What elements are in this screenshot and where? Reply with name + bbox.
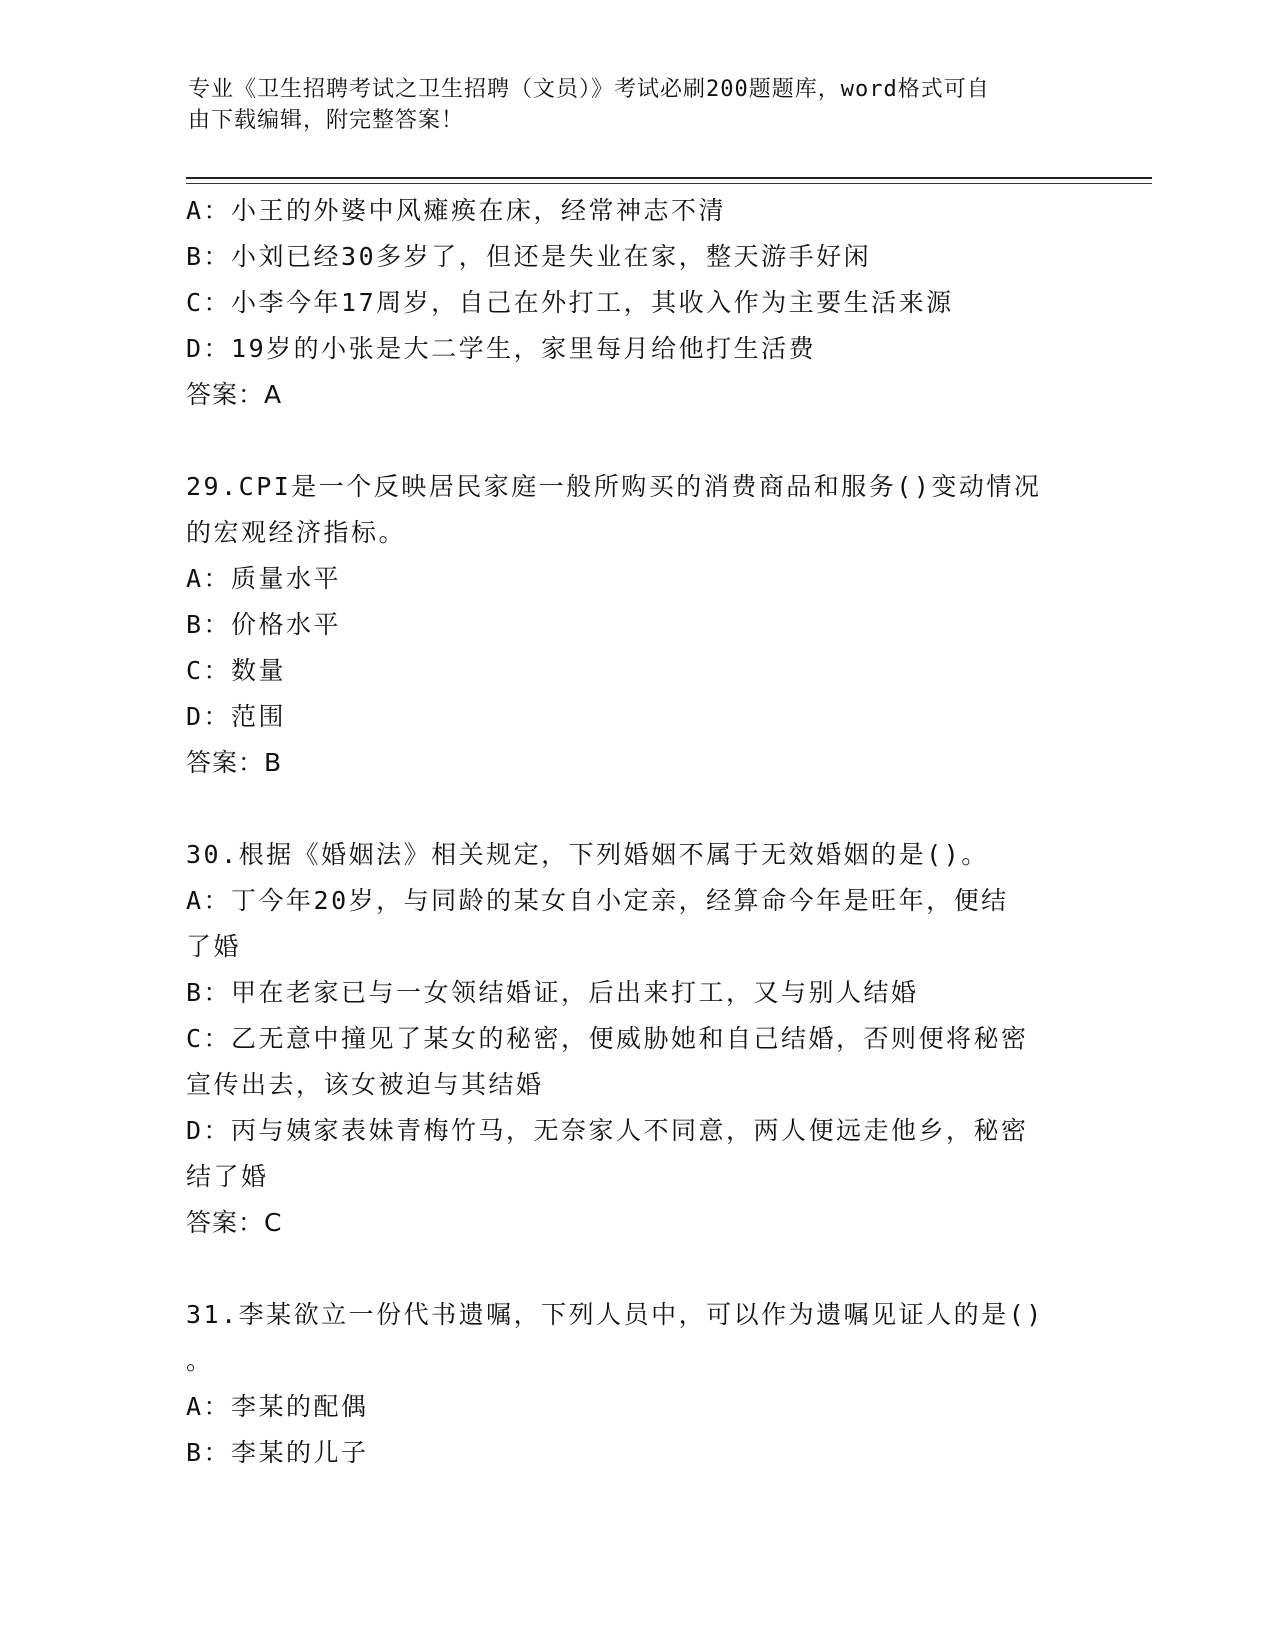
header-line-1: 专业《卫生招聘考试之卫生招聘（文员）》考试必刷200题题库，word格式可自 [188, 77, 990, 102]
question-31 [186, 1292, 1086, 1476]
option-a-continued: 了婚 [186, 932, 242, 961]
option-a: A：李某的配偶 [186, 1392, 369, 1421]
option-c: C：数量 [186, 656, 287, 685]
option-d-continued: 结了婚 [186, 1162, 269, 1191]
option-d: D：范围 [186, 702, 287, 731]
option-a: A：丁今年20岁，与同龄的某女自小定亲，经算命今年是旺年，便结 [186, 886, 1009, 915]
option-d: D：19岁的小张是大二学生，家里每月给他打生活费 [186, 334, 817, 363]
option-b: B：价格水平 [186, 610, 342, 639]
question-stem-line: 31.李某欲立一份代书遗嘱，下列人员中，可以作为遗嘱见证人的是() [186, 1300, 1044, 1329]
option-b: B：李某的儿子 [186, 1438, 369, 1467]
question-30 [186, 832, 1086, 1246]
option-b: B：甲在老家已与一女领结婚证，后出来打工，又与别人结婚 [186, 978, 919, 1007]
question-stem-line: 29.CPI是一个反映居民家庭一般所购买的消费商品和服务()变动情况 [186, 472, 1042, 501]
question-list [186, 188, 1086, 1476]
document-header [188, 74, 1058, 136]
option-c-continued: 宣传出去，该女被迫与其结婚 [186, 1070, 544, 1099]
option-a: A：小王的外婆中风瘫痪在床，经常神志不清 [186, 196, 727, 225]
answer-line: 答案：A [186, 380, 283, 409]
answer-line: 答案：C [186, 1208, 283, 1237]
option-b: B：小刘已经30多岁了，但还是失业在家，整天游手好闲 [186, 242, 872, 271]
question-stem-line: 。 [186, 1346, 214, 1375]
option-a: A：质量水平 [186, 564, 342, 593]
question-stem-line: 的宏观经济指标。 [186, 518, 407, 547]
option-c: C：乙无意中撞见了某女的秘密，便威胁她和自己结婚，否则便将秘密 [186, 1024, 1029, 1053]
question-29 [186, 464, 1086, 786]
header-divider-thin [186, 183, 1152, 184]
question-stem-line: 30.根据《婚姻法》相关规定，下列婚姻不属于无效婚姻的是()。 [186, 840, 989, 869]
header-line-2: 由下载编辑，附完整答案！ [188, 108, 465, 133]
option-c: C：小李今年17周岁，自己在外打工，其收入作为主要生活来源 [186, 288, 954, 317]
option-d: D：丙与姨家表妹青梅竹马，无奈家人不同意，两人便远走他乡，秘密 [186, 1116, 1029, 1145]
question-28 [186, 188, 1086, 418]
header-divider-thick [186, 177, 1152, 179]
answer-line: 答案：B [186, 748, 283, 777]
